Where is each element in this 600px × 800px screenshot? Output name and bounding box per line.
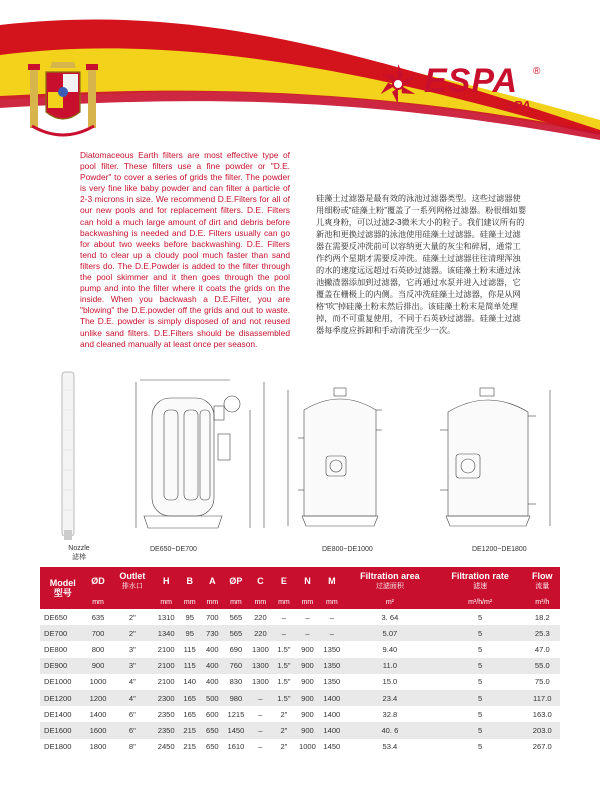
table-cell: 163.0 bbox=[532, 709, 552, 719]
table-cell: DE1000 bbox=[44, 677, 72, 687]
table-cell: DE1800 bbox=[44, 742, 72, 752]
table-cell: 1450 bbox=[224, 722, 249, 738]
table-cell: 1610 bbox=[227, 742, 245, 752]
table-cell: 1350 bbox=[323, 644, 341, 654]
table-cell: 6" bbox=[128, 709, 136, 719]
table-cell: 700 bbox=[205, 612, 219, 622]
table-cell: – bbox=[258, 709, 263, 719]
table-cell: 2" bbox=[280, 742, 288, 752]
table-cell: 5 bbox=[478, 644, 483, 654]
table-cell: DE700 bbox=[40, 625, 85, 641]
table-cell: DE1200 bbox=[40, 690, 85, 706]
table-cell: 9.40 bbox=[382, 644, 398, 654]
column-header bbox=[525, 567, 560, 595]
table-cell: – bbox=[329, 612, 334, 622]
table-cell: 5 bbox=[478, 612, 483, 622]
filter-diagrams bbox=[40, 370, 580, 565]
table-cell: 267.0 bbox=[532, 742, 552, 752]
column-name: E bbox=[280, 576, 287, 586]
table-cell: 1400 bbox=[320, 722, 344, 738]
brand-sub: SPA bbox=[505, 98, 531, 113]
table-cell: 5 bbox=[478, 677, 483, 687]
description-english: Diatomaceous Earth filters are most effective type of pool filter. These filters use a fine powder or "D.E. Powder" to cover a series of grids the filter. The powder is very fine like baby powder and can filter a particle of 2-3 microns in size. We recommend D.E.Filters for all of our new pools and for replacement filters. D.E. Filters can hold a much large amount of dirt and debris before backwashing is needed and D.E. Filters usually can go for about two weeks before backwashing. D.E. Filters tend to clear up a cloudy pool much faster than sand filters do. The D.E.Powder is added to the filter through the pool skimmer and it then goes through the pool pump and into the filter where it coats the grids on the inside. When you backwash a D.E.Filter, you are "blowing" the D.E.powder off the grids and out to waste. The D.E. powder is simply disposed of and not reused unlike sand filters. D.E.Filters should be disassembled and cleaned manually at least once per season. bbox=[80, 150, 290, 349]
column-name: Filtration rate bbox=[451, 571, 509, 581]
table-cell: – bbox=[320, 625, 344, 641]
table-cell: – bbox=[305, 612, 310, 622]
table-cell: 215 bbox=[178, 722, 201, 738]
table-cell: 1000 bbox=[89, 677, 107, 687]
column-cn: 型号 bbox=[53, 588, 72, 598]
table-cell: 165 bbox=[178, 690, 201, 706]
table-row bbox=[40, 641, 560, 657]
table-cell: 900 bbox=[295, 722, 319, 738]
column-name: Model bbox=[49, 578, 76, 588]
table-cell: 730 bbox=[201, 625, 224, 641]
table-row bbox=[40, 625, 560, 641]
table-cell: 650 bbox=[201, 722, 224, 738]
column-header bbox=[111, 567, 154, 595]
spain-coat-of-arms-icon bbox=[28, 60, 98, 148]
table-cell: 400 bbox=[205, 677, 219, 687]
table-cell: 565 bbox=[229, 612, 243, 622]
table-cell: 2350 bbox=[154, 722, 178, 738]
table-cell: 900 bbox=[85, 658, 110, 674]
column-cn: 流量 bbox=[535, 583, 550, 590]
description-chinese: 硅藻土过滤器是最有效的泳池过滤器类型。这些过滤器使用细粉或“硅藻土粉”覆盖了一系列网格过滤器。粉很细如婴儿爽身粉，可以过滤2-3微米大小的粒子。我们建议所有的新池和更换过滤器的泳池使用硅藻土过滤器。硅藻土过滤器在需要反冲洗前可以容纳更大量的灰尘和碎屑，通常工作约两个星期才需要反冲洗。硅藻土过滤器往往清理浑浊的水的速度远远超过石英砂过滤器。该硅藻土粉末通过泳池撇渣器添加到过滤器，它再通过水泵并进入过滤器，它覆盖在栅极上的内侧。当反冲洗硅藻土过滤器，你是从网格“吹”掉硅藻土粉末然后排出。该硅藻土粉末是简单处理掉，而不可重复使用，不同于石英砂过滤器。硅藻土过滤器每季度应拆卸和手动清洗至少一次。 bbox=[316, 194, 527, 335]
column-header bbox=[436, 567, 525, 595]
table-cell: 8" bbox=[128, 742, 136, 752]
table-cell: 117.0 bbox=[525, 690, 560, 706]
table-cell: 2" bbox=[280, 709, 288, 719]
column-header bbox=[201, 567, 224, 595]
table-cell: 500 bbox=[201, 690, 224, 706]
table-cell: 203.0 bbox=[525, 722, 560, 738]
column-header bbox=[178, 567, 201, 595]
table-cell: 5 bbox=[436, 722, 525, 738]
column-unit bbox=[111, 595, 154, 609]
table-cell: 1400 bbox=[323, 709, 341, 719]
table-cell: 2" bbox=[273, 722, 296, 738]
table-cell: 4" bbox=[128, 677, 136, 687]
column-unit: mm bbox=[224, 595, 249, 609]
table-cell: 1000 bbox=[298, 742, 316, 752]
table-cell: – bbox=[273, 625, 296, 641]
column-unit: mm bbox=[295, 595, 319, 609]
registered-mark: ® bbox=[533, 66, 541, 77]
column-header bbox=[344, 567, 436, 595]
table-cell: 635 bbox=[91, 612, 105, 622]
table-row bbox=[40, 674, 560, 690]
table-header-row bbox=[40, 567, 560, 595]
table-cell: 980 bbox=[224, 690, 249, 706]
column-unit: m³/h bbox=[525, 595, 560, 609]
table-cell: 23.4 bbox=[344, 690, 436, 706]
table-cell: 700 bbox=[85, 625, 110, 641]
table-cell: 2" bbox=[111, 625, 154, 641]
table-cell: 95 bbox=[185, 612, 194, 622]
column-name: ØD bbox=[91, 576, 105, 586]
table-cell: 25.3 bbox=[525, 625, 560, 641]
table-cell: 2100 bbox=[157, 677, 175, 687]
table-cell: 565 bbox=[224, 625, 249, 641]
table-cell: 6" bbox=[111, 722, 154, 738]
column-unit: m³/h/m² bbox=[436, 595, 525, 609]
column-unit: mm bbox=[273, 595, 296, 609]
column-name: ØP bbox=[229, 576, 243, 586]
table-cell: 1300 bbox=[248, 658, 272, 674]
table-cell: 3" bbox=[111, 658, 154, 674]
table-cell: 900 bbox=[295, 690, 319, 706]
table-cell: 1400 bbox=[89, 709, 107, 719]
column-header bbox=[85, 567, 110, 595]
column-header bbox=[248, 567, 272, 595]
column-header bbox=[320, 567, 344, 595]
table-cell: 220 bbox=[254, 612, 267, 622]
table-row bbox=[40, 706, 560, 722]
table-cell: 1400 bbox=[320, 690, 344, 706]
table-cell: 5 bbox=[436, 658, 525, 674]
table-cell: 900 bbox=[301, 677, 314, 687]
table-cell: 1.5" bbox=[277, 677, 291, 687]
table-cell: DE650 bbox=[44, 612, 68, 622]
table-row bbox=[40, 658, 560, 674]
diagram-de1200-de1800 bbox=[440, 388, 550, 526]
column-name: Filtration area bbox=[360, 571, 420, 581]
table-cell: 1215 bbox=[227, 709, 245, 719]
column-unit: mm bbox=[85, 595, 110, 609]
table-cell: 165 bbox=[183, 709, 197, 719]
table-cell: 3. 64 bbox=[381, 612, 399, 622]
table-cell: 5 bbox=[478, 709, 483, 719]
table-cell: – bbox=[281, 612, 287, 622]
table-cell: 1.5" bbox=[273, 690, 296, 706]
table-cell: 600 bbox=[205, 709, 219, 719]
column-name: C bbox=[257, 576, 264, 586]
table-cell: 1350 bbox=[320, 658, 344, 674]
table-cell: 400 bbox=[201, 658, 224, 674]
table-cell: 1300 bbox=[251, 644, 269, 654]
column-name: A bbox=[209, 576, 216, 586]
table-cell: 15.0 bbox=[382, 677, 398, 687]
specification-table bbox=[40, 567, 560, 755]
table-cell: 40. 6 bbox=[344, 722, 436, 738]
table-cell: 1310 bbox=[157, 612, 175, 622]
column-header bbox=[154, 567, 178, 595]
table-cell: 1800 bbox=[89, 742, 107, 752]
table-cell: 5 bbox=[436, 625, 525, 641]
table-cell: 1200 bbox=[85, 690, 110, 706]
table-cell: 650 bbox=[205, 742, 219, 752]
table-cell: 2100 bbox=[157, 644, 175, 654]
column-unit: mm bbox=[154, 595, 178, 609]
table-cell: 53.4 bbox=[382, 742, 398, 752]
table-cell: 900 bbox=[301, 644, 314, 654]
table-cell: 220 bbox=[248, 625, 272, 641]
table-cell: – bbox=[248, 690, 272, 706]
table-cell: 760 bbox=[224, 658, 249, 674]
column-cn: 过滤面积 bbox=[375, 583, 404, 590]
table-cell: 55.0 bbox=[525, 658, 560, 674]
table-row bbox=[40, 722, 560, 738]
table-cell: 5.07 bbox=[344, 625, 436, 641]
column-unit: mm bbox=[178, 595, 201, 609]
column-name: M bbox=[328, 576, 336, 586]
column-header bbox=[224, 567, 249, 595]
table-cell: 1.5" bbox=[273, 658, 296, 674]
table-cell: 1.5" bbox=[277, 644, 291, 654]
table-body bbox=[40, 609, 560, 755]
table-cell: 2100 bbox=[154, 658, 178, 674]
table-cell: 1340 bbox=[154, 625, 178, 641]
table-cell: 400 bbox=[205, 644, 219, 654]
table-cell: 1350 bbox=[323, 677, 341, 687]
column-unit: mm bbox=[248, 595, 272, 609]
diagram-de650-de700 bbox=[136, 380, 264, 528]
table-cell: DE1400 bbox=[44, 709, 72, 719]
column-unit: mm bbox=[320, 595, 344, 609]
column-name: H bbox=[162, 576, 170, 586]
table-cell: 900 bbox=[301, 709, 314, 719]
column-name: Flow bbox=[532, 571, 553, 581]
table-cell: 830 bbox=[229, 677, 243, 687]
table-cell: 11.0 bbox=[344, 658, 436, 674]
nozzle-illustration bbox=[62, 372, 74, 540]
caption-de800: DE800~DE1000 bbox=[322, 546, 373, 553]
table-cell: 75.0 bbox=[534, 677, 550, 687]
table-cell: 1300 bbox=[251, 677, 269, 687]
table-cell: 2350 bbox=[157, 709, 175, 719]
column-name: N bbox=[304, 576, 311, 586]
table-cell: – bbox=[258, 742, 263, 752]
brand-name: ESPA bbox=[424, 62, 519, 100]
table-cell: DE800 bbox=[44, 644, 68, 654]
table-cell: 1600 bbox=[85, 722, 110, 738]
nozzle-label-cn: 滤棒 bbox=[72, 554, 86, 561]
table-row bbox=[40, 690, 560, 706]
table-cell: 32.8 bbox=[382, 709, 398, 719]
column-name: Outlet bbox=[119, 571, 146, 581]
table-cell: 47.0 bbox=[534, 644, 550, 654]
table-cell: 2" bbox=[128, 612, 136, 622]
caption-de650: DE650~DE700 bbox=[150, 546, 197, 553]
nozzle-label-en: Nozzle bbox=[68, 545, 90, 552]
column-unit: m² bbox=[344, 595, 436, 609]
column-name: B bbox=[186, 576, 193, 586]
table-cell: 4" bbox=[111, 690, 154, 706]
table-cell: 5 bbox=[478, 742, 483, 752]
table-row bbox=[40, 609, 560, 625]
table-cell: 1450 bbox=[323, 742, 341, 752]
table-row bbox=[40, 739, 560, 755]
table-cell: – bbox=[295, 625, 319, 641]
table-cell: 2300 bbox=[154, 690, 178, 706]
espa-logo-icon bbox=[376, 62, 420, 106]
column-header bbox=[273, 567, 296, 595]
column-header bbox=[295, 567, 319, 595]
table-cell: 140 bbox=[183, 677, 197, 687]
column-cn: 排水口 bbox=[121, 583, 143, 590]
table-cell: 3" bbox=[128, 644, 136, 654]
caption-de1200: DE1200~DE1800 bbox=[472, 546, 527, 553]
column-cn: 滤速 bbox=[473, 583, 488, 590]
table-cell: 690 bbox=[229, 644, 243, 654]
table-cell: 115 bbox=[183, 644, 196, 654]
table-cell: DE1600 bbox=[40, 722, 85, 738]
table-cell: 900 bbox=[295, 658, 319, 674]
nozzle-caption bbox=[64, 545, 94, 562]
table-cell: 2450 bbox=[157, 742, 175, 752]
table-cell: 115 bbox=[178, 658, 201, 674]
table-cell: 800 bbox=[91, 644, 105, 654]
table-cell: 215 bbox=[183, 742, 197, 752]
table-cell: 95 bbox=[178, 625, 201, 641]
table-cell: – bbox=[248, 722, 272, 738]
table-cell: 18.2 bbox=[534, 612, 550, 622]
column-unit: mm bbox=[201, 595, 224, 609]
table-unit-row bbox=[40, 595, 560, 609]
table-cell: 5 bbox=[436, 690, 525, 706]
diagram-de800-de1000 bbox=[288, 388, 382, 526]
column-header bbox=[40, 567, 85, 609]
table-cell: DE900 bbox=[40, 658, 85, 674]
